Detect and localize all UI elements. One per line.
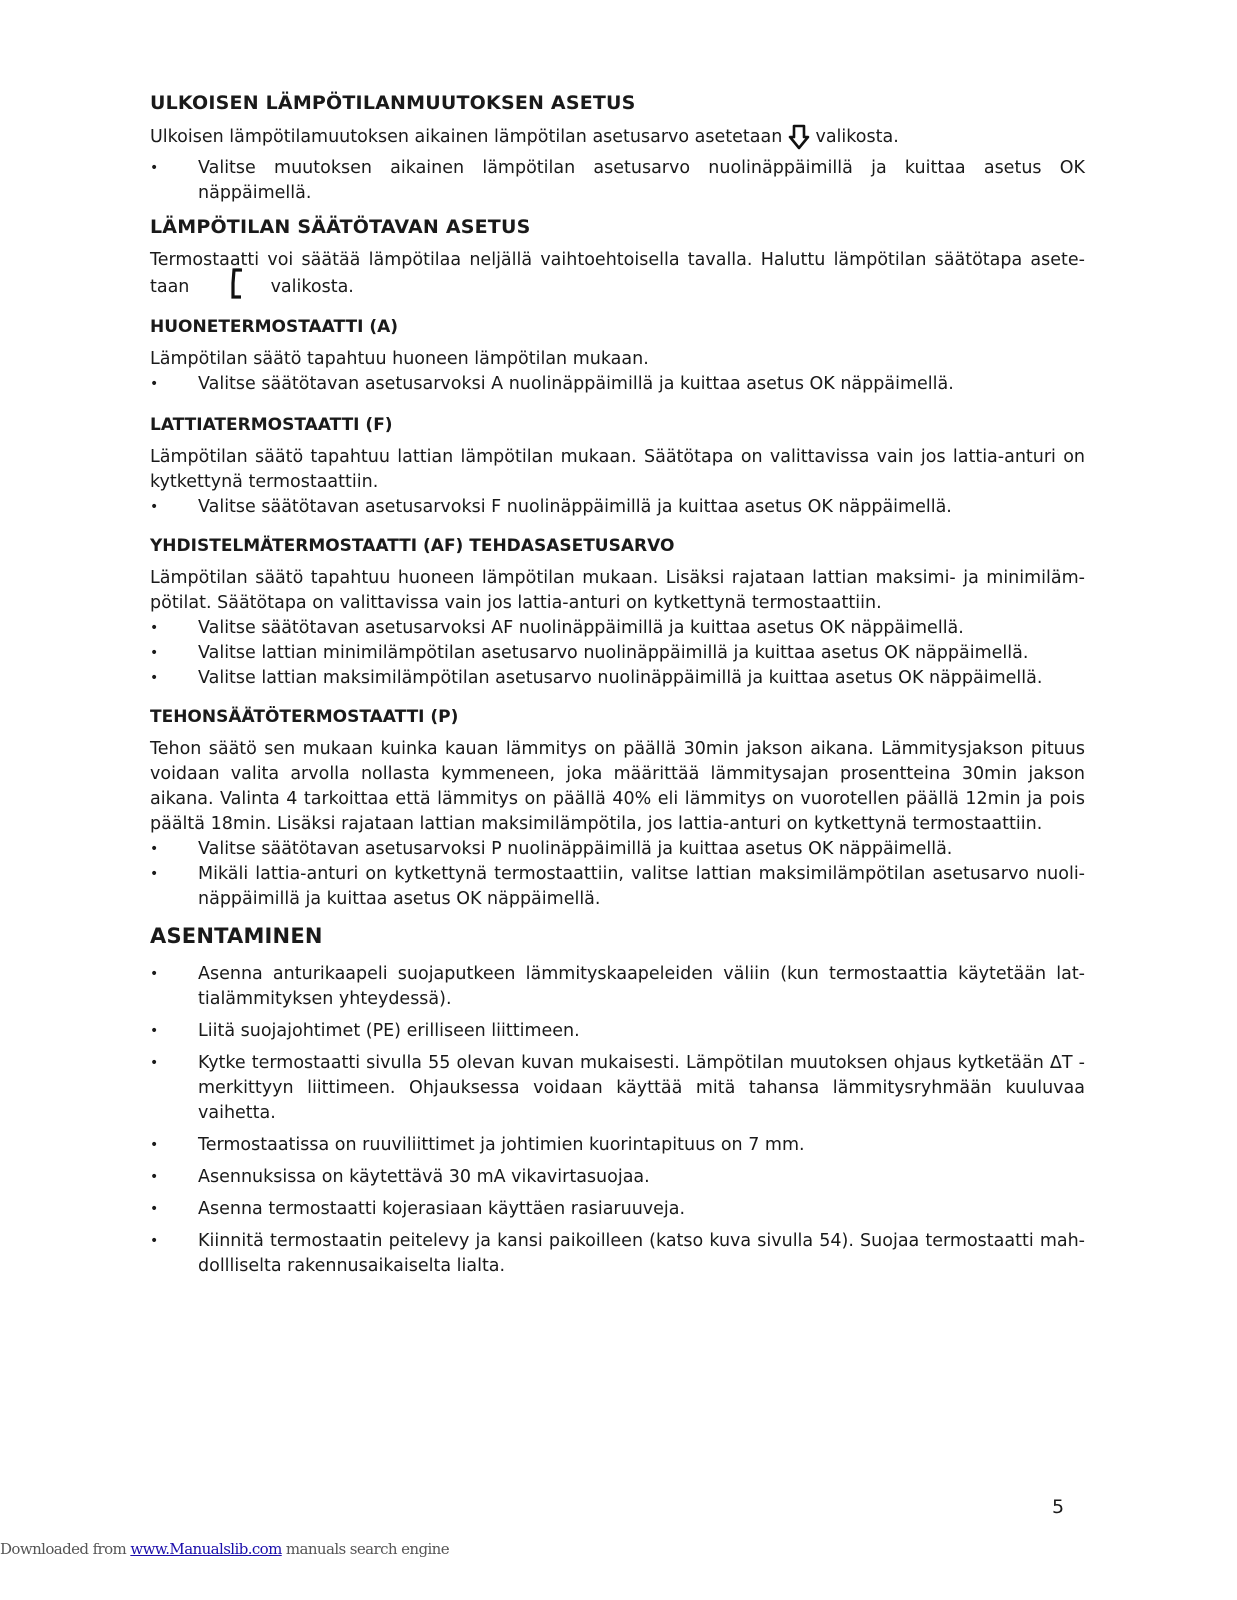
external-temperature-symbol-icon bbox=[788, 124, 810, 150]
list-item: • Asenna anturikaapeli suojaputkeen lämmityskaapeleiden väliin (kun termostaattia käytetään lat-tialämmityksen yhteydessä). bbox=[150, 962, 1085, 1012]
list-item: • Valitse säätötavan asetusarvoksi AF nuolinäppäimillä ja kuittaa asetus OK näppäimellä. bbox=[150, 616, 1085, 641]
footer-suffix: manuals search engine bbox=[285, 1540, 449, 1558]
list-item: • Valitse säätötavan asetusarvoksi F nuolinäppäimillä ja kuittaa asetus OK näppäimellä. bbox=[150, 495, 1085, 520]
list-item: • Asenna termostaatti kojerasiaan käyttäen rasiaruuveja. bbox=[150, 1197, 1085, 1222]
bullet-list bbox=[150, 837, 1085, 912]
paragraph-power-thermostat: Tehon säätö sen mukaan kuinka kauan lämmitys on päällä 30min jakson aikana. Lämmitysjakson pituus voidaan valita arvolla nollasta kymmeneen, joka määrittää lämmitysajan prosentteina 30min jakson aikana. Valinta 4 tarkoittaa että lämmitys on päällä 40% eli lämmitys on vuorotellen päällä 12min ja pois päältä 18min. Lisäksi rajataan lattian maksimilämpötila, jos lattia-anturi on kytkettynä termostaattiin. bbox=[150, 739, 1085, 834]
bullet-list bbox=[150, 616, 1085, 691]
control-mode-symbol-icon bbox=[195, 267, 265, 301]
list-item: • Kiinnitä termostaatin peitelevy ja kansi paikoilleen (katso kuva sivulla 54). Suojaa termostaatti mah-dollliselta rakennusaikaiselta lialta. bbox=[150, 1229, 1085, 1279]
paragraph-external-temperature bbox=[150, 124, 1085, 150]
heading-room-thermostat: HUONETERMOSTAATTI (A) bbox=[150, 317, 399, 337]
list-item: • Termostaatissa on ruuviliittimet ja johtimien kuorintapituus on 7 mm. bbox=[150, 1133, 1085, 1158]
page-number: 5 bbox=[1052, 1496, 1065, 1518]
heading-installation: ASENTAMINEN bbox=[150, 924, 323, 948]
text-segment: valikosta. bbox=[815, 127, 899, 147]
paragraph-floor-thermostat: Lämpötilan säätö tapahtuu lattian lämpötilan mukaan. Säätötapa on valittavissa vain jos lattia-anturi on kytkettynä termostaattiin. bbox=[150, 447, 1085, 492]
list-item: • Mikäli lattia-anturi on kytkettynä termostaattiin, valitse lattian maksimilämpötilan asetusarvo nuoli-näppäimillä ja kuittaa asetus OK näppäimellä. bbox=[150, 862, 1085, 912]
download-footer bbox=[0, 1540, 449, 1558]
list-item: • Valitse säätötavan asetusarvoksi P nuolinäppäimillä ja kuittaa asetus OK näppäimellä. bbox=[150, 837, 1085, 862]
heading-floor-thermostat: LATTIATERMOSTAATTI (F) bbox=[150, 415, 393, 435]
bullet-list bbox=[150, 962, 1085, 1279]
bullet-list bbox=[150, 156, 1085, 206]
text-segment: valikosta. bbox=[270, 277, 354, 297]
heading-control-mode: LÄMPÖTILAN SÄÄTÖTAVAN ASETUS bbox=[150, 216, 531, 238]
text-segment: Ulkoisen lämpötilamuutoksen aikainen lämpötilan asetusarvo asetetaan bbox=[150, 127, 783, 147]
list-item: • Asennuksissa on käytettävä 30 mA vikavirtasuojaa. bbox=[150, 1165, 1085, 1190]
paragraph-room-thermostat: Lämpötilan säätö tapahtuu huoneen lämpötilan mukaan. bbox=[150, 349, 649, 369]
list-item: • Valitse säätötavan asetusarvoksi A nuolinäppäimillä ja kuittaa asetus OK näppäimellä. bbox=[150, 372, 1085, 397]
list-item: • Valitse muutoksen aikainen lämpötilan asetusarvo nuolinäppäimillä ja kuittaa asetus OK näppäimellä. bbox=[150, 156, 1085, 206]
manualslib-link[interactable]: www.Manualslib.com bbox=[130, 1540, 282, 1558]
list-item: • Liitä suojajohtimet (PE) erilliseen liittimeen. bbox=[150, 1019, 1085, 1044]
list-item: • Valitse lattian minimilämpötilan asetusarvo nuolinäppäimillä ja kuittaa asetus OK näppäimellä. bbox=[150, 641, 1085, 666]
text-segment: Termostaatti voi säätää lämpötilaa neljällä vaihtoehtoisella tavalla. Haluttu lämpötilan säätötapa asete-taan bbox=[150, 250, 1085, 297]
paragraph-combination-thermostat: Lämpötilan säätö tapahtuu huoneen lämpötilan mukaan. Lisäksi rajataan lattian maksimi- ja minimiläm-pötilat. Säätötapa on valittavissa vain jos lattia-anturi on kytkettynä termostaattiin. bbox=[150, 568, 1085, 613]
paragraph-control-mode bbox=[150, 248, 1085, 301]
footer-prefix: Downloaded from bbox=[0, 1540, 127, 1558]
heading-combination-thermostat: YHDISTELMÄTERMOSTAATTI (AF) TEHDASASETUSARVO bbox=[150, 536, 675, 556]
list-item: • Valitse lattian maksimilämpötilan asetusarvo nuolinäppäimillä ja kuittaa asetus OK näppäimellä. bbox=[150, 666, 1085, 691]
bullet-list bbox=[150, 372, 1085, 397]
document-page bbox=[150, 92, 1085, 1286]
heading-power-thermostat: TEHONSÄÄTÖTERMOSTAATTI (P) bbox=[150, 707, 459, 727]
heading-external-temperature: ULKOISEN LÄMPÖTILANMUUTOKSEN ASETUS bbox=[150, 92, 636, 114]
bullet-list bbox=[150, 495, 1085, 520]
list-item: • Kytke termostaatti sivulla 55 olevan kuvan mukaisesti. Lämpötilan muutoksen ohjaus kytketään ΔT -merkittyyn liittimeen. Ohjauksessa voidaan käyttää mitä tahansa lämmitysryhmään kuuluvaa vaihetta. bbox=[150, 1051, 1085, 1126]
